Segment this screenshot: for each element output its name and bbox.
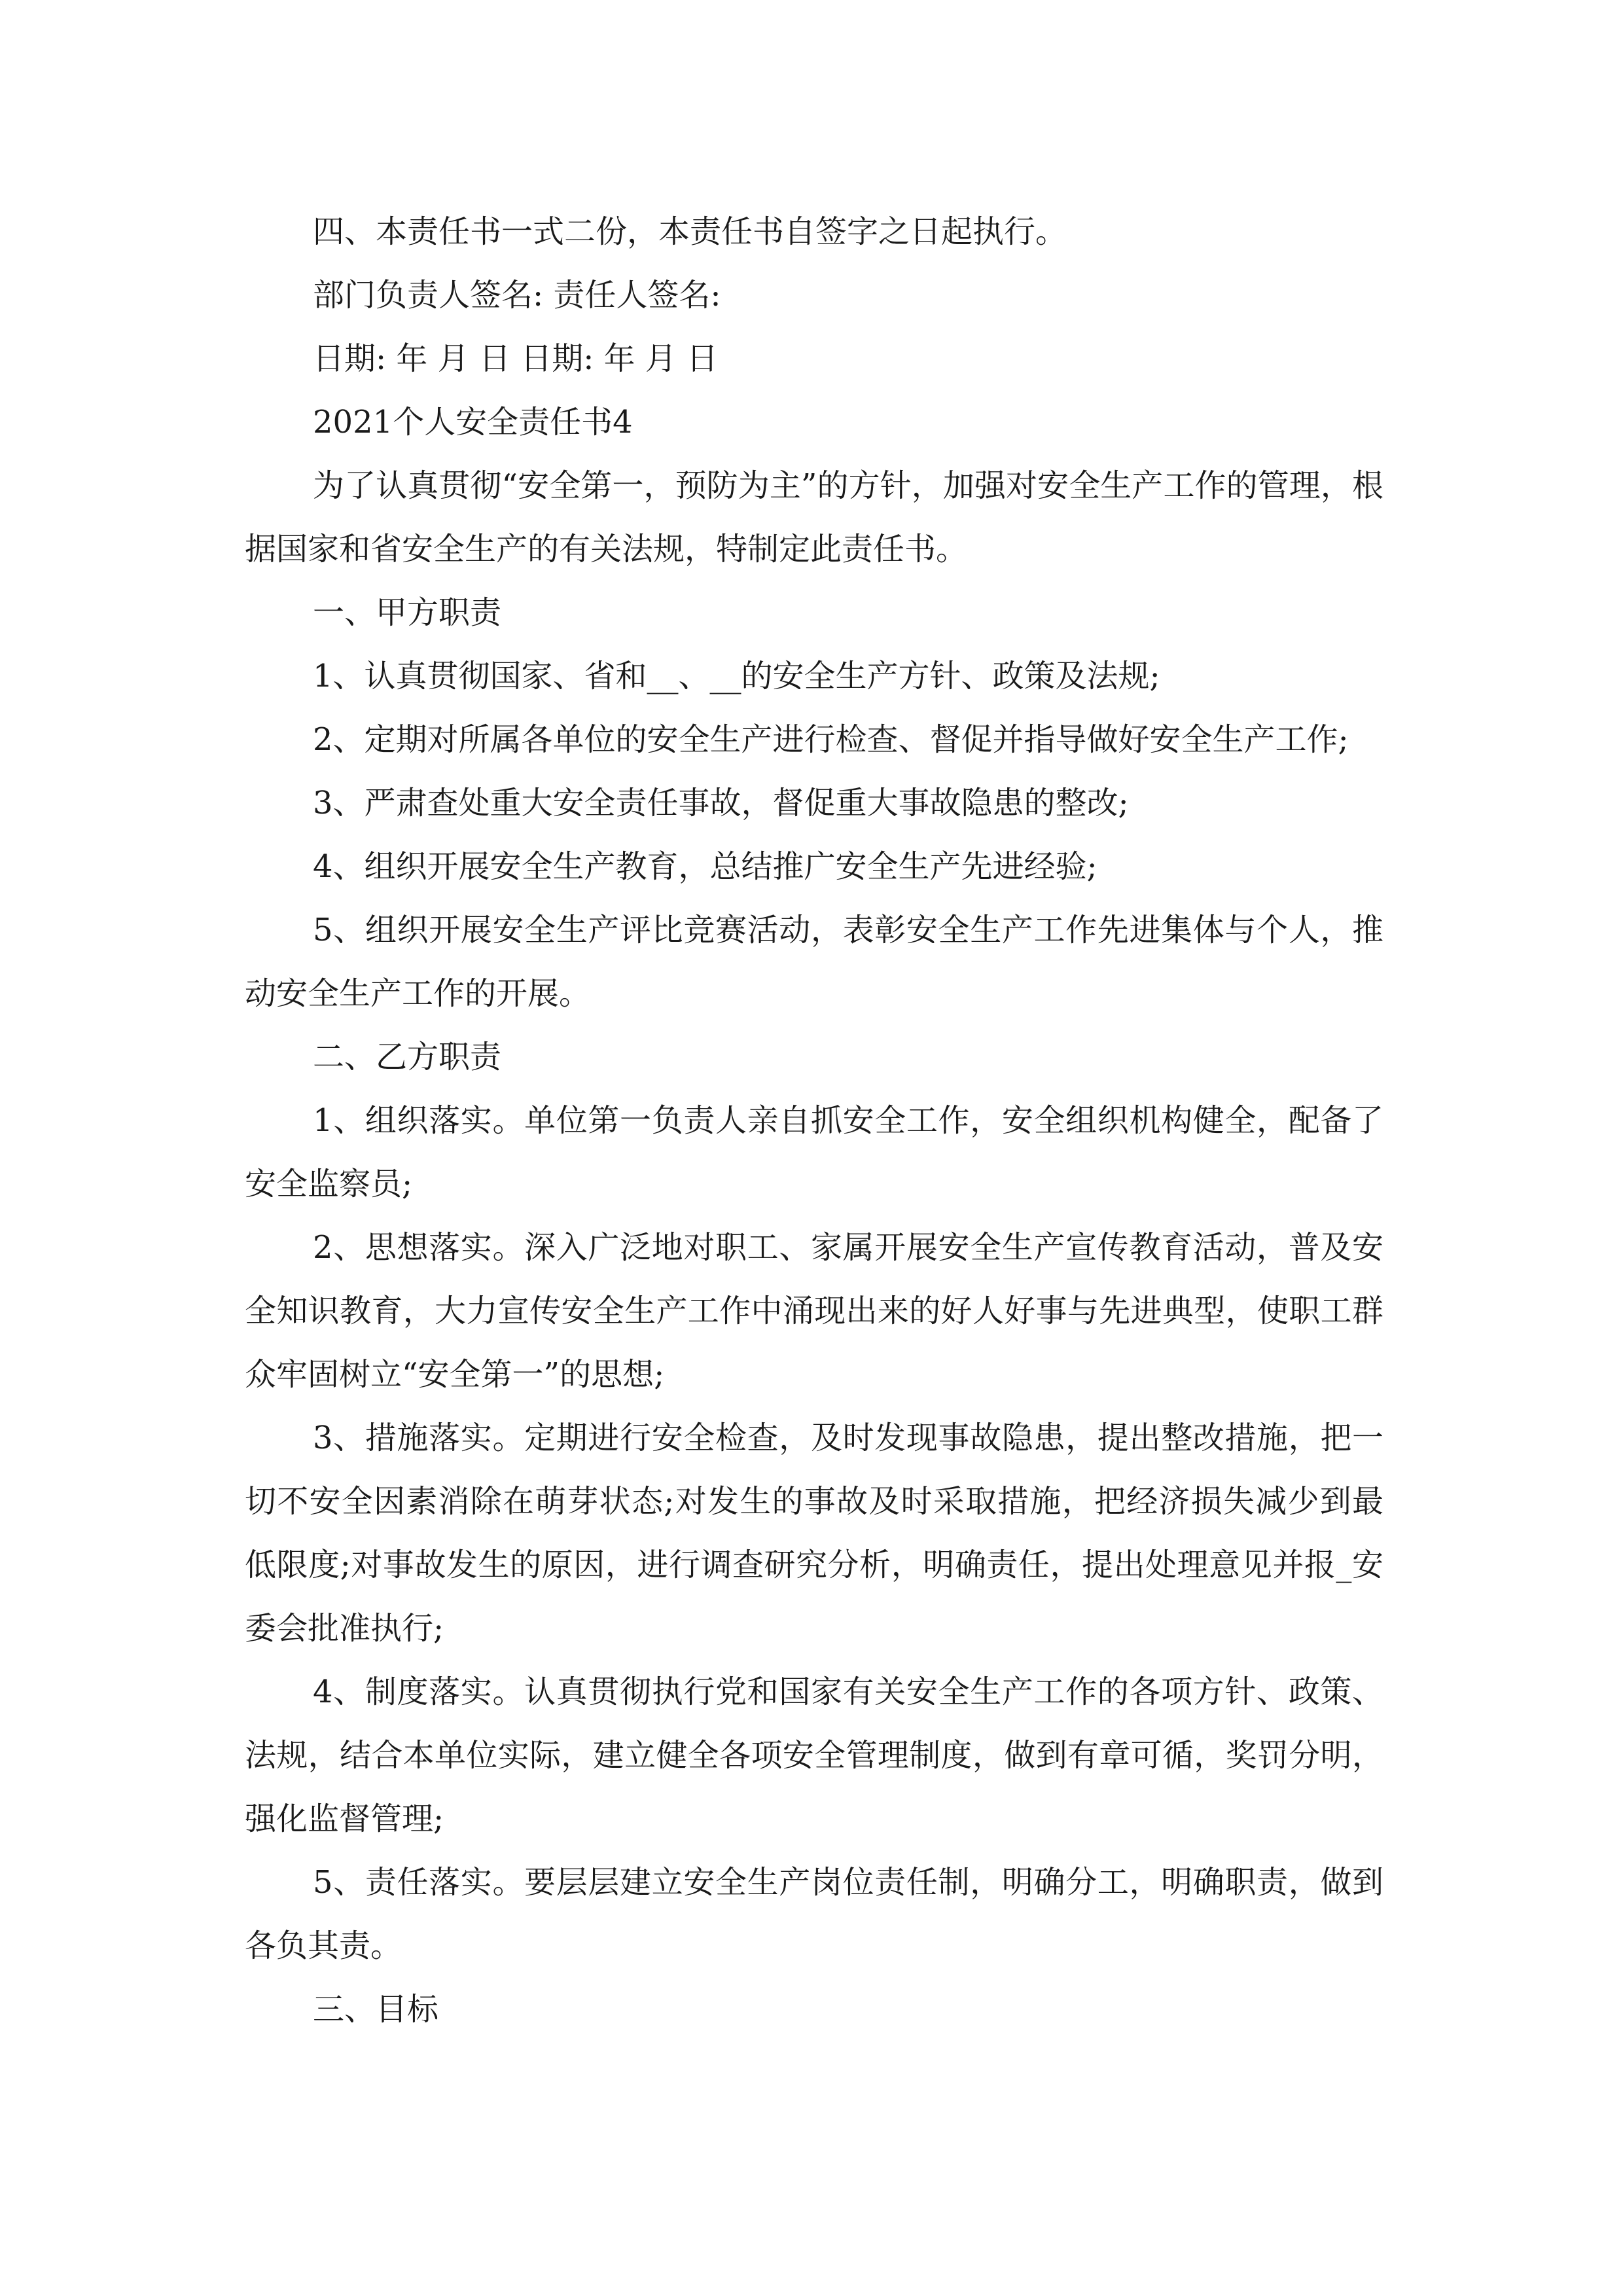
heading-party-b-duties: 二、乙方职责 [313,1039,502,1075]
party-b-item-4: 4、制度落实。认真贯彻执行党和国家有关安全生产工作的各项方针、政策、法规，结合本单位实际，建立健全各项安全管理制度，做到有章可循，奖罚分明，强化监督管理; [245,1674,1383,1837]
party-b-item-2: 2、思想落实。深入广泛地对职工、家属开展安全生产宣传教育活动，普及安全知识教育，大力宣传安全生产工作中涌现出来的好人好事与先进典型，使职工群众牢固树立“安全第一”的思想; [245,1229,1383,1393]
paragraph-copies-clause: 四、本责任书一式二份，本责任书自签字之日起执行。 [313,213,1067,250]
party-b-item-3: 3、措施落实。定期进行安全检查，及时发现事故隐患，提出整改措施，把一切不安全因素消除在萌芽状态;对发生的事故及时采取措施，把经济损失减少到最低限度;对事故发生的原因，进行调查研究分析，明确责任，提出处理意见并报_安委会批准执行; [245,1420,1383,1647]
paragraph-signature-line: 部门负责人签名: 责任人签名: [313,277,721,314]
party-a-item-1: 1、认真贯彻国家、省和__、__的安全生产方针、政策及法规; [313,658,1160,694]
paragraph-intro: 为了认真贯彻“安全第一，预防为主”的方针，加强对安全生产工作的管理，根据国家和省安全生产的有关法规，特制定此责任书。 [245,467,1383,567]
heading-objectives: 三、目标 [313,1991,439,2028]
party-a-item-2: 2、定期对所属各单位的安全生产进行检查、督促并指导做好安全生产工作; [313,721,1349,758]
party-a-item-4: 4、组织开展安全生产教育，总结推广安全生产先进经验; [313,848,1097,885]
party-a-item-3: 3、严肃查处重大安全责任事故，督促重大事故隐患的整改; [313,785,1129,821]
paragraph-date-line: 日期: 年 月 日 日期: 年 月 日 [313,340,719,377]
party-a-item-5: 5、组织开展安全生产评比竞赛活动，表彰安全生产工作先进集体与个人，推动安全生产工作的开展。 [245,912,1383,1012]
document-body [245,200,1383,2041]
heading-party-a-duties: 一、甲方职责 [313,594,502,631]
party-b-item-5: 5、责任落实。要层层建立安全生产岗位责任制，明确分工，明确职责，做到各负其责。 [245,1864,1383,1964]
section-title: 2021个人安全责任书4 [313,404,633,440]
party-b-item-1: 1、组织落实。单位第一负责人亲自抓安全工作，安全组织机构健全，配备了安全监察员; [245,1102,1383,1202]
